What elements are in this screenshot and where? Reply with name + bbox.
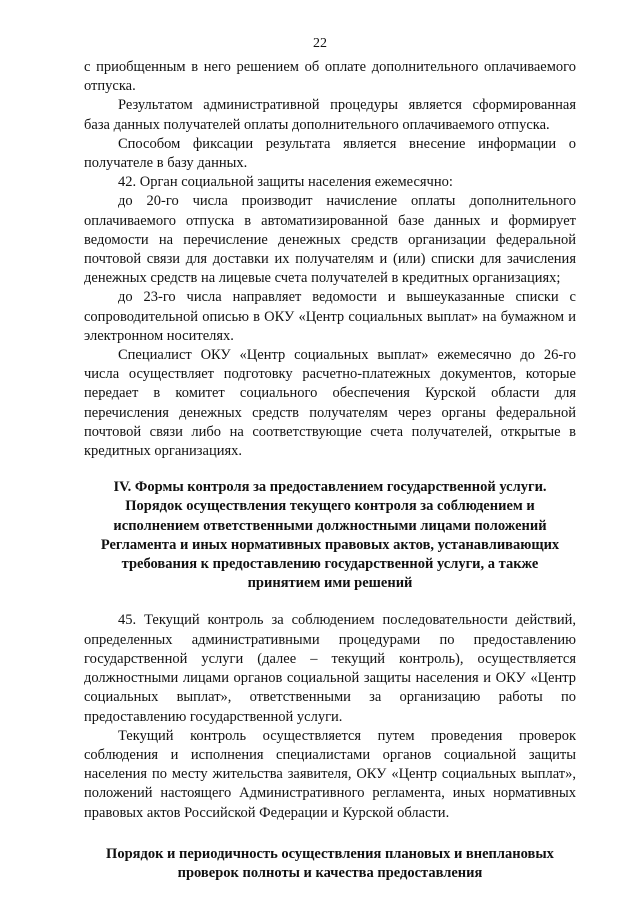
paragraph-until-23rd: до 23-го числа направляет ведомости и вышеуказанные списки с сопроводительной описью в ОКУ «Центр социальных выплат» на бумажном и электронном носителях. [84,289,576,344]
paragraph-control-method: Текущий контроль осуществляется путем проведения проверок соблюдения и исполнения специалистами органов социальной защиты населения по месту жительства заявителя, ОКУ «Центр социальных выплат», положений настоящего Административного регламента, иных нормативных правовых актов Российской Федерации и Курской области. [84,727,576,821]
paragraph-until-20th: до 20-го числа производит начисление оплаты дополнительного оплачиваемого отпуска в автоматизированной базе данных и формирует ведомости на перечисление денежных средств организации федеральной почтовой связи для доставки их получателям и (или) списки для зачисления денежных средств на лицевые счета получателей в кредитных организациях; [84,193,576,287]
subsection-title: Порядок и периодичность осуществления плановых и внеплановых проверок полноты и качества предоставления [106,845,554,881]
section-title: IV. Формы контроля за предоставлением государственной услуги. [113,479,547,496]
section-heading [84,478,576,593]
paragraph-continuation: с приобщенным в него решением об оплате дополнительного оплачиваемого отпуска. [84,59,576,95]
page-content [84,58,576,883]
spacer [84,593,576,611]
paragraph-item-45: 45. Текущий контроль за соблюдением последовательности действий, определенных административными процедурами по предоставлению государственной услуги (далее – текущий контроль), осуществляется должностными лицами органов социальной защиты населения и ОКУ «Центр социальных выплат», ответственными за организацию работы по предоставлению государственной услуги. [84,612,576,725]
paragraph-fixation: Способом фиксации результата является внесение информации о получателе в базу данных. [84,135,576,172]
page-number: 22 [313,36,327,51]
paragraph-result: Результатом административной процедуры является сформированная база данных получателей оплаты дополнительного оплачиваемого отпуска. [84,97,576,133]
section-subtitle: Порядок осуществления текущего контроля за соблюдением и исполнением ответственными должностными лицами положений Регламента и иных нормативных правовых актов, устанавливающих требования к предоставлению государственной услуги, а также принятием ими решений [100,498,560,592]
subsection-heading [84,845,576,883]
paragraph-item-42: 42. Орган социальной защиты населения ежемесячно: [118,174,453,191]
paragraph-specialist: Специалист ОКУ «Центр социальных выплат» ежемесячно до 26-го числа осуществляет подготовку расчетно-платежных документов, которые передает в комитет социального обеспечения Курской области для перечисления денежных средств получателям через органы федеральной почтовой связи либо на соответствующие счета получателей, открытые в кредитных организациях. [84,347,576,460]
